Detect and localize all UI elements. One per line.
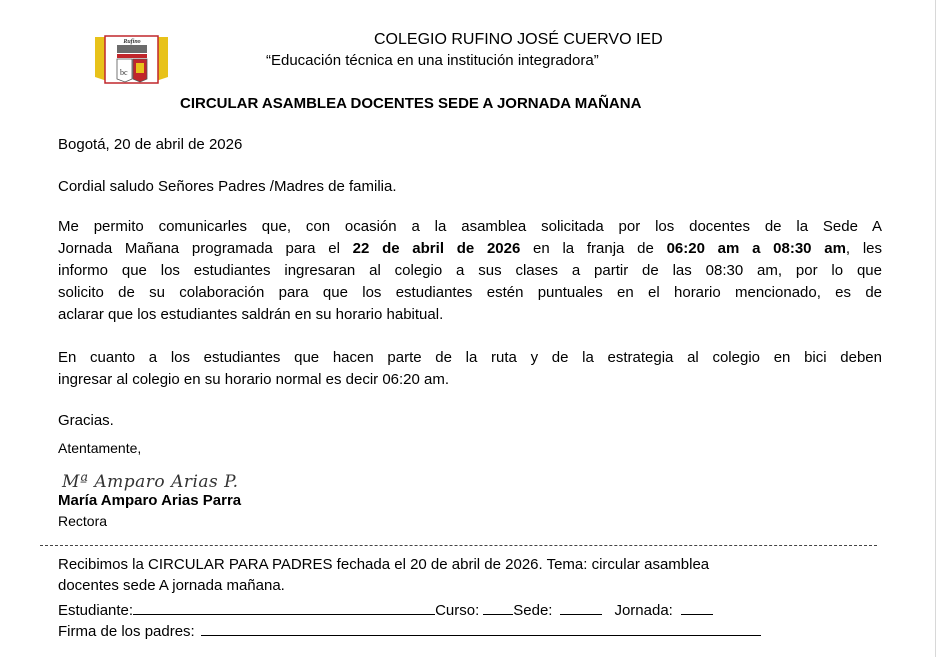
paragraph-2 xyxy=(58,347,882,391)
handwritten-signature xyxy=(60,465,255,495)
student-field[interactable] xyxy=(133,599,435,615)
assembly-time-range: 06:20 am a 08:30 am xyxy=(666,240,846,257)
text-run: Jornada Mañana programada para el xyxy=(58,240,353,257)
paragraph-1-line-2 xyxy=(58,238,882,260)
closing: Atentamente, xyxy=(58,440,142,456)
date-line: Bogotá, 20 de abril de 2026 xyxy=(58,136,243,153)
paragraph-2-line-1: En cuanto a los estudiantes que hacen parte de la ruta y de la estrategia al colegio en bici deben xyxy=(58,349,882,366)
sede-label: Sede: xyxy=(513,602,553,619)
receipt-signature-row xyxy=(58,620,761,640)
thanks: Gracias. xyxy=(58,412,114,429)
jornada-label: Jornada: xyxy=(614,602,673,619)
paragraph-2-line-2: ingresar al colegio en su horario normal es decir 06:20 am. xyxy=(58,371,450,388)
school-name: COLEGIO RUFINO JOSÉ CUERVO IED xyxy=(374,31,663,48)
school-logo xyxy=(95,33,168,85)
course-label: Curso: xyxy=(435,602,480,619)
parents-signature-label: Firma de los padres: xyxy=(58,623,195,640)
paragraph-1 xyxy=(58,216,882,326)
parents-signature-field[interactable] xyxy=(201,620,761,636)
text-run: , les xyxy=(845,240,882,257)
course-field[interactable] xyxy=(483,599,513,615)
sede-field[interactable] xyxy=(560,599,602,615)
svg-text:Mª Amparo Arias P.: Mª Amparo Arias P. xyxy=(62,472,239,492)
receipt-fields-row xyxy=(58,599,713,619)
signer-role: Rectora xyxy=(58,513,108,529)
jornada-field[interactable] xyxy=(681,599,713,615)
paragraph-1-line-3: informo que los estudiantes ingresaran al colegio a sus clases a partir de las 08:30 am, por lo que xyxy=(58,262,882,279)
svg-text:Rufino: Rufino xyxy=(123,39,141,45)
receipt-line-1: Recibimos la CIRCULAR PARA PADRES fechada el 20 de abril de 2026. Tema: circular asamblea xyxy=(58,556,710,573)
paragraph-1-line-1: Me permito comunicarles que, con ocasión a la asamblea solicitada por los docentes de la Sede A xyxy=(58,218,882,235)
school-motto: “Educación técnica en una institución integradora” xyxy=(266,52,599,69)
signer-name: María Amparo Arias Parra xyxy=(58,492,242,509)
paragraph-1-line-5: aclarar que los estudiantes saldrán en su horario habitual. xyxy=(58,306,444,323)
svg-text:bc: bc xyxy=(120,68,128,77)
cut-line xyxy=(40,545,877,546)
document-title: CIRCULAR ASAMBLEA DOCENTES SEDE A JORNADA MAÑANA xyxy=(180,95,642,112)
receipt-line-2: docentes sede A jornada mañana. xyxy=(58,577,285,594)
student-label: Estudiante: xyxy=(58,602,134,619)
greeting: Cordial saludo Señores Padres /Madres de familia. xyxy=(58,178,397,195)
paragraph-1-line-4: solicito de su colaboración para que los estudiantes estén puntuales en el horario mencionado, es de xyxy=(58,284,882,301)
assembly-date: 22 de abril de 2026 xyxy=(352,240,521,257)
text-run: en la franja de xyxy=(520,240,667,257)
